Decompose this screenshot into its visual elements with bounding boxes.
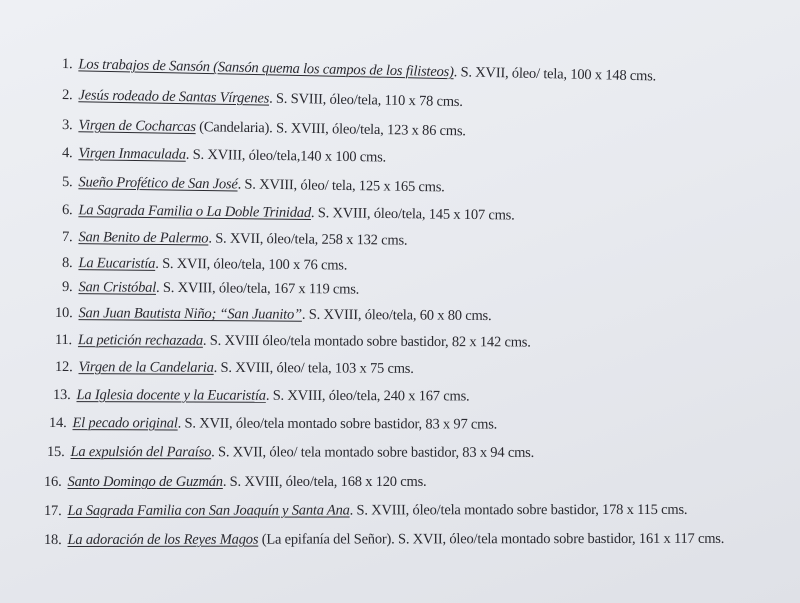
item-details: . S. XVIII, óleo/tela, 240 x 167 cms.: [265, 387, 470, 405]
item-number: 4.: [61, 145, 73, 162]
list-item: [62, 56, 656, 85]
item-details: . S. SVIII, óleo/tela, 110 x 78 cms.: [268, 90, 463, 110]
item-title: Sueño Profético de San José: [78, 174, 238, 193]
list-item: [44, 531, 724, 549]
item-details: . S. XVIII, óleo/tela, 167 x 119 cms.: [155, 279, 360, 298]
list-item: [49, 415, 497, 434]
list-item: [44, 502, 687, 520]
item-details: (Candelaria). S. XVIII, óleo/tela, 123 x 86 cms.: [195, 119, 466, 140]
item-number: 18.: [43, 531, 62, 548]
item-details: . S. XVIII, óleo/ tela, 103 x 75 cms.: [213, 359, 414, 377]
item-details: . S. XVIII, óleo/ tela, 125 x 165 cms.: [237, 176, 445, 196]
list-item: [55, 332, 531, 351]
item-details: . S. XVIII, óleo/tela, 60 x 80 cms.: [301, 306, 492, 325]
item-details: . S. XVII, óleo/ tela, 100 x 148 cms.: [453, 64, 657, 85]
list-item: [62, 117, 466, 140]
item-title: El pecado original: [72, 415, 178, 432]
list-item: [55, 305, 492, 325]
item-title: La Sagrada Familia con San Joaquín y Santa Ana: [67, 502, 350, 519]
list-item: [62, 202, 515, 225]
item-details: . S. XVII, óleo/tela, 100 x 76 cms.: [155, 255, 348, 274]
item-title: San Benito de Palermo: [78, 229, 209, 247]
item-details: . S. XVIII, óleo/tela,140 x 100 cms.: [185, 146, 387, 166]
item-number: 7.: [61, 229, 73, 246]
item-number: 5.: [61, 174, 73, 191]
item-number: 12.: [54, 359, 73, 376]
item-number: 15.: [46, 444, 65, 461]
item-number: 11.: [54, 332, 73, 349]
item-number: 9.: [61, 279, 73, 296]
item-number: 16.: [44, 474, 62, 490]
item-title: Virgen de Cocharcas: [78, 117, 196, 136]
item-number: 13.: [52, 387, 71, 404]
item-details: . S. XVIII óleo/tela montado sobre bastidor, 82 x 142 cms.: [202, 332, 531, 351]
item-number: 8.: [61, 255, 73, 272]
item-title: La petición rechazada: [77, 332, 203, 349]
item-number: 2.: [61, 87, 73, 104]
list-item: [62, 174, 445, 196]
list-item: [62, 279, 359, 299]
item-details: . S. XVIII, óleo/tela montado sobre bastidor, 178 x 115 cms.: [349, 501, 688, 519]
list-item: [55, 359, 414, 378]
item-details: . S. XVII, óleo/ tela montado sobre bastidor, 83 x 94 cms.: [211, 444, 535, 461]
item-title: Santo Domingo de Guzmán: [67, 474, 223, 490]
item-title: Los trabajos de Sansón (Sansón quema los campos de los filisteos): [78, 56, 454, 81]
item-title: La adoración de los Reyes Magos: [67, 531, 259, 548]
item-number: 17.: [43, 502, 62, 519]
list-item: [62, 87, 463, 111]
item-number: 14.: [48, 415, 67, 432]
list-item: [53, 387, 470, 405]
item-number: 1.: [61, 56, 73, 73]
item-details: . S. XVII, óleo/tela, 258 x 132 cms.: [208, 230, 408, 249]
item-title: San Cristóbal: [78, 279, 157, 296]
item-details: . S. XVIII, óleo/tela, 145 x 107 cms.: [310, 205, 515, 224]
item-number: 3.: [61, 117, 73, 134]
list-item: [62, 255, 347, 274]
item-title: Virgen de la Candelaria: [78, 359, 214, 376]
item-title: Jesús rodeado de Santas Vírgenes: [78, 87, 270, 107]
item-title: San Juan Bautista Niño; “San Juanito”: [78, 305, 302, 323]
item-details: . S. XVIII, óleo/tela, 168 x 120 cms.: [222, 474, 427, 490]
item-details: (La epifanía del Señor). S. XVII, óleo/tela montado sobre bastidor, 161 x 117 cms.: [258, 530, 725, 548]
list-item: [44, 474, 426, 491]
item-title: La Iglesia docente y la Eucaristía: [76, 387, 266, 404]
item-title: La Sagrada Familia o La Doble Trinidad: [78, 202, 312, 222]
item-number: 6.: [61, 202, 73, 219]
item-details: . S. XVII, óleo/tela montado sobre bastidor, 83 x 97 cms.: [177, 415, 498, 433]
item-title: La Eucaristía: [78, 255, 156, 272]
list-item: [62, 145, 386, 167]
list-item: [62, 229, 408, 250]
item-number: 10.: [54, 305, 73, 322]
list-item: [47, 444, 534, 462]
item-title: Virgen Inmaculada: [78, 145, 186, 163]
item-title: La expulsión del Paraíso: [70, 444, 212, 461]
